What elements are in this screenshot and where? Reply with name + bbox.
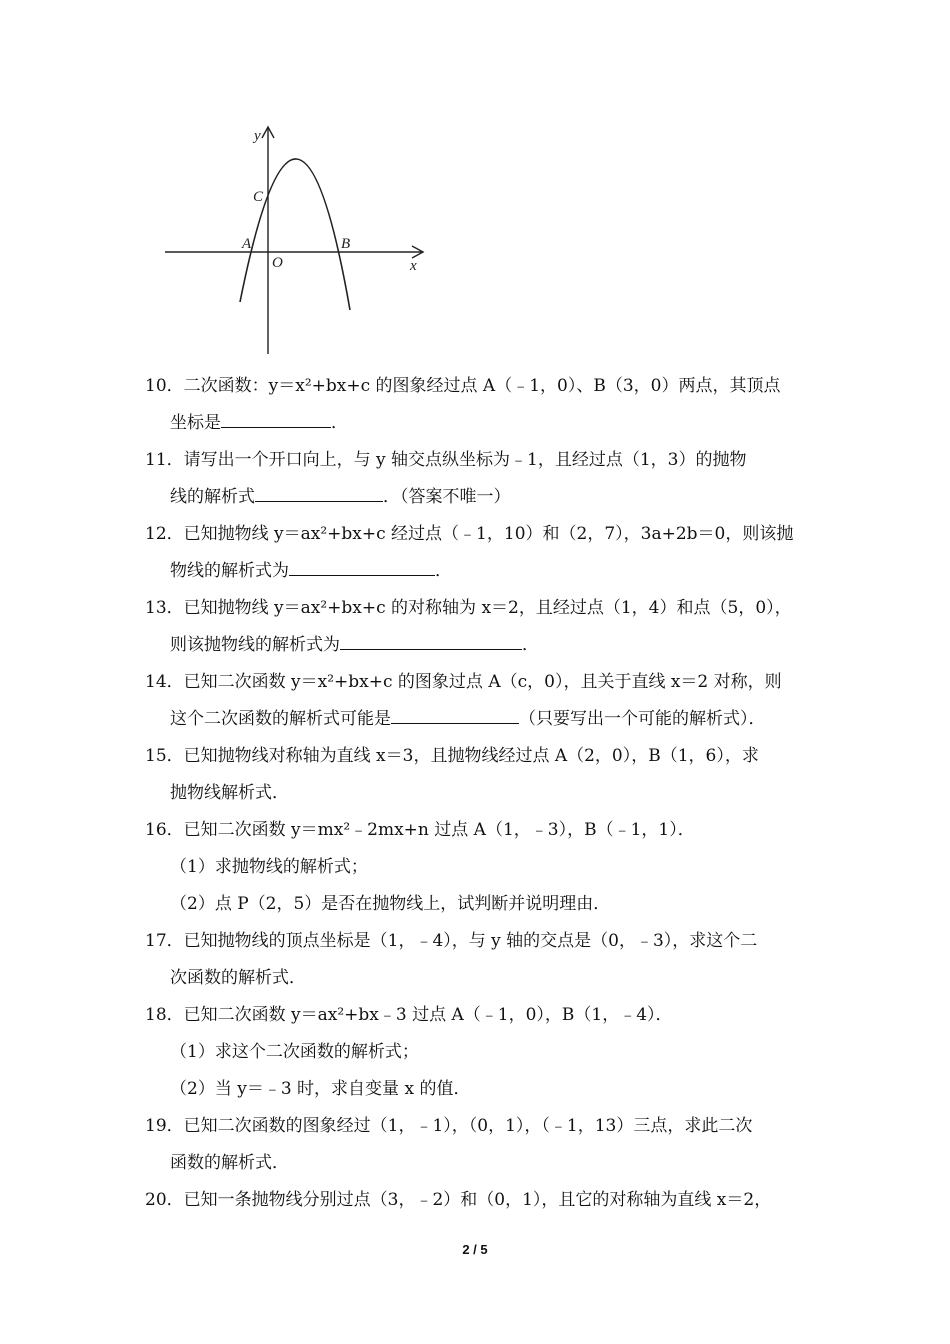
question-line: 16．已知二次函数 y＝mx²﹣2mx+n 过点 A（1，﹣3），B（﹣1，1）． — [145, 820, 695, 840]
question-line: 14．已知二次函数 y＝x²+bx+c 的图象过点 A（c，0），且关于直线 x＝2 对称，则 — [145, 672, 782, 692]
question-text: ． — [435, 561, 452, 581]
question-line: 11．请写出一个开口向上，与 y 轴交点纵坐标为﹣1，且经过点（1，3）的抛物 — [145, 450, 747, 470]
question-13 — [145, 590, 815, 664]
parabola-graph — [160, 122, 432, 356]
question-line — [145, 405, 815, 442]
question-11 — [145, 442, 815, 516]
question-subpart: （2）点 P（2，5）是否在抛物线上，试判断并说明理由． — [170, 894, 611, 914]
question-list — [145, 368, 815, 1219]
question-16 — [145, 812, 815, 923]
question-line: 20．已知一条抛物线分别过点（3，﹣2）和（0，1），且它的对称轴为直线 x＝2， — [145, 1190, 772, 1210]
question-text: 线的解析式 — [170, 487, 255, 507]
question-line: 10．二次函数：y＝x²+bx+c 的图象经过点 A（﹣1，0）、B（3，0）两点，其顶点 — [145, 376, 781, 396]
question-text: 则该抛物线的解析式为 — [170, 635, 340, 655]
question-text: 物线的解析式为 — [170, 561, 289, 581]
question-line — [145, 479, 815, 516]
question-line: 函数的解析式． — [170, 1153, 289, 1173]
answer-blank[interactable] — [340, 633, 522, 650]
origin-label: O — [272, 255, 283, 271]
question-line: 19．已知二次函数的图象经过（1，﹣1），（0，1），（﹣1，13）三点，求此二次 — [145, 1116, 753, 1136]
question-subpart: （1）求这个二次函数的解析式； — [170, 1042, 419, 1062]
point-b-label: B — [341, 236, 351, 252]
question-line: 13．已知抛物线 y＝ax²+bx+c 的对称轴为 x＝2，且经过点（1，4）和点（5，0）， — [145, 598, 792, 618]
question-text: ． — [331, 413, 348, 433]
question-18 — [145, 997, 815, 1108]
question-text: ． — [522, 635, 539, 655]
answer-blank[interactable] — [255, 485, 383, 502]
question-19 — [145, 1108, 815, 1182]
question-line: 17．已知抛物线的顶点坐标是（1，﹣4），与 y 轴的交点是（0，﹣3），求这个二 — [145, 931, 758, 951]
question-line: 15．已知抛物线对称轴为直线 x＝3，且抛物线经过点 A（2，0），B（1，6），求 — [145, 746, 759, 766]
question-text: 这个二次函数的解析式可能是 — [170, 709, 391, 729]
point-c-label: C — [253, 189, 264, 205]
question-text: 坐标是 — [170, 413, 221, 433]
x-axis-label: x — [410, 258, 417, 274]
question-subpart: （2）当 y＝﹣3 时，求自变量 x 的值． — [170, 1079, 471, 1099]
question-10 — [145, 368, 815, 442]
y-axis-label: y — [254, 128, 261, 144]
answer-blank[interactable] — [289, 559, 435, 576]
answer-blank[interactable] — [221, 411, 331, 428]
question-line — [145, 553, 815, 590]
question-line: 18．已知二次函数 y＝ax²+bx﹣3 过点 A（﹣1，0），B（1，﹣4）． — [145, 1005, 673, 1025]
question-17 — [145, 923, 815, 997]
question-line — [145, 627, 815, 664]
question-20 — [145, 1182, 815, 1219]
question-14 — [145, 664, 815, 738]
parabola-curve — [240, 159, 350, 310]
question-text: （只要写出一个可能的解析式）． — [519, 709, 766, 729]
answer-blank[interactable] — [391, 707, 519, 724]
question-line: 12．已知抛物线 y＝ax²+bx+c 经过点（﹣1，10）和（2，7），3a+2b＝0，则该抛 — [145, 524, 794, 544]
question-subpart: （1）求抛物线的解析式； — [170, 857, 368, 877]
question-line — [145, 701, 815, 738]
question-text: ．（答案不唯一） — [383, 487, 511, 507]
question-line: 次函数的解析式． — [170, 968, 306, 988]
question-12 — [145, 516, 815, 590]
question-15 — [145, 738, 815, 812]
point-a-label: A — [242, 236, 252, 252]
question-line: 抛物线解析式． — [170, 783, 289, 803]
page-number: 2 / 5 — [462, 1242, 488, 1257]
